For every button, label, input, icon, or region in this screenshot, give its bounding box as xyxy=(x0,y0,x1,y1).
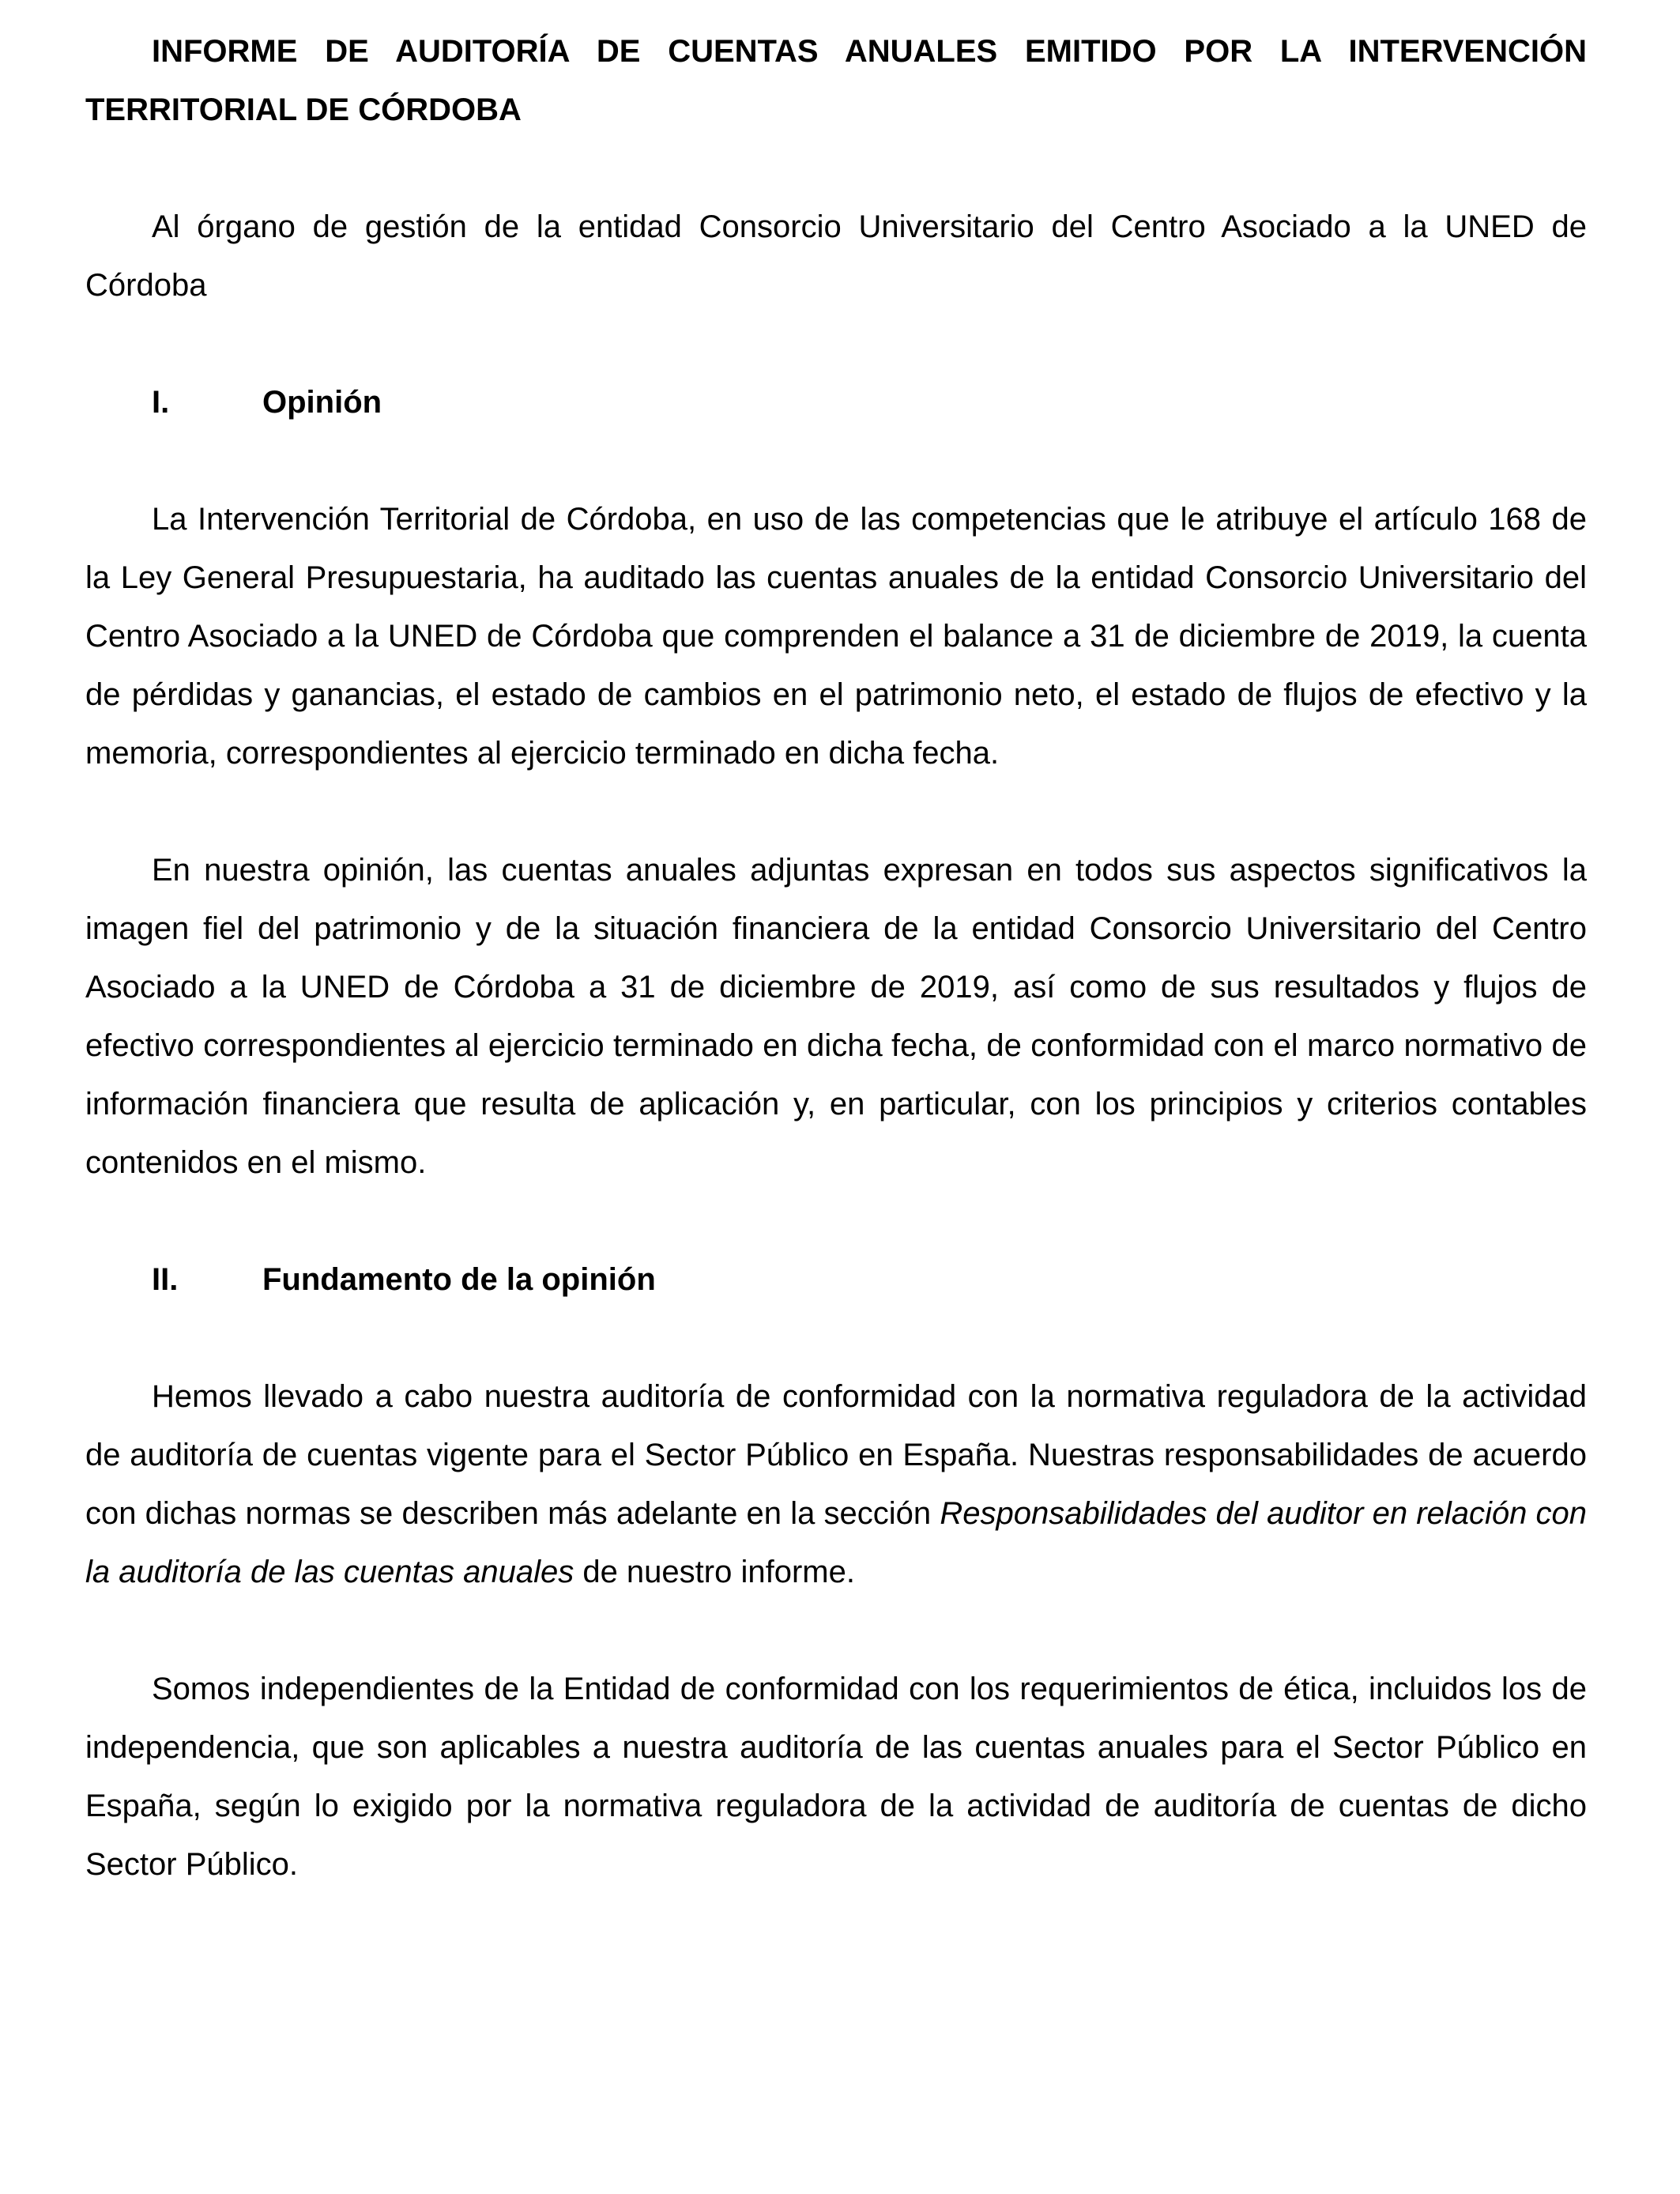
paragraph: En nuestra opinión, las cuentas anuales adjuntas expresan en todos sus aspectos significativos la imagen fiel del patrimonio y de la situación financiera de la entidad Consorcio Universitario del Centro Asociado a la UNED de Córdoba a 31 de diciembre de 2019, así como de sus resultados y flujos de efectivo correspondientes al ejercicio terminado en dicha fecha, de conformidad con el marco normativo de información financiera que resulta de aplicación y, en particular, con los principios y criterios contables contenidos en el mismo. xyxy=(85,853,1587,1180)
spacer xyxy=(85,1309,1587,1367)
spacer xyxy=(85,782,1587,841)
paragraph-text: Hemos llevado a cabo nuestra auditoría de conformidad con la normativa reguladora de la actividad de auditoría de cuentas vigente para el Sector Público en España. Nuestras responsabilidades de acuerdo con dichas normas se describen más adelante en la sección xyxy=(85,1379,1587,1531)
section-number: II. xyxy=(152,1262,179,1297)
section-heading-fundamento xyxy=(85,1250,1587,1309)
spacer xyxy=(85,139,1587,198)
spacer xyxy=(85,1601,1587,1660)
italic-section-reference: Responsabilidades del auditor en relación con la auditoría de las cuentas anuales xyxy=(85,1496,1588,1589)
addressee: Al órgano de gestión de la entidad Consorcio Universitario del Centro Asociado a la UNED de Córdoba xyxy=(85,209,1587,303)
paragraph: Somos independientes de la Entidad de conformidad con los requerimientos de ética, incluidos los de independencia, que son aplicables a nuestra auditoría de las cuentas anuales para el Sector Público en España, según lo exigido por la normativa reguladora de la actividad de auditoría de cuentas de dicho Sector Público. xyxy=(85,1672,1587,1882)
section-title: Fundamento de la opinión xyxy=(262,1262,656,1297)
spacer xyxy=(85,432,1587,490)
section-number: I. xyxy=(152,385,170,420)
document-body xyxy=(85,22,1587,1894)
paragraph xyxy=(85,1367,1587,1601)
paragraph: La Intervención Territorial de Córdoba, en uso de las competencias que le atribuye el artículo 168 de la Ley General Presupuestaria, ha auditado las cuentas anuales de la entidad Consorcio Universitario del Centro Asociado a la UNED de Córdoba que comprenden el balance a 31 de diciembre de 2019, la cuenta de pérdidas y ganancias, el estado de cambios en el patrimonio neto, el estado de flujos de efectivo y la memoria, correspondientes al ejercicio terminado en dicha fecha. xyxy=(85,502,1587,771)
spacer xyxy=(85,1192,1587,1250)
report-title: INFORME DE AUDITORÍA DE CUENTAS ANUALES EMITIDO POR LA INTERVENCIÓN TERRITORIAL DE CÓRDOBA xyxy=(85,34,1587,127)
section-title: Opinión xyxy=(262,385,382,420)
paragraph-text: de nuestro informe. xyxy=(574,1555,855,1589)
spacer xyxy=(85,315,1587,373)
section-heading-opinion xyxy=(85,373,1587,432)
